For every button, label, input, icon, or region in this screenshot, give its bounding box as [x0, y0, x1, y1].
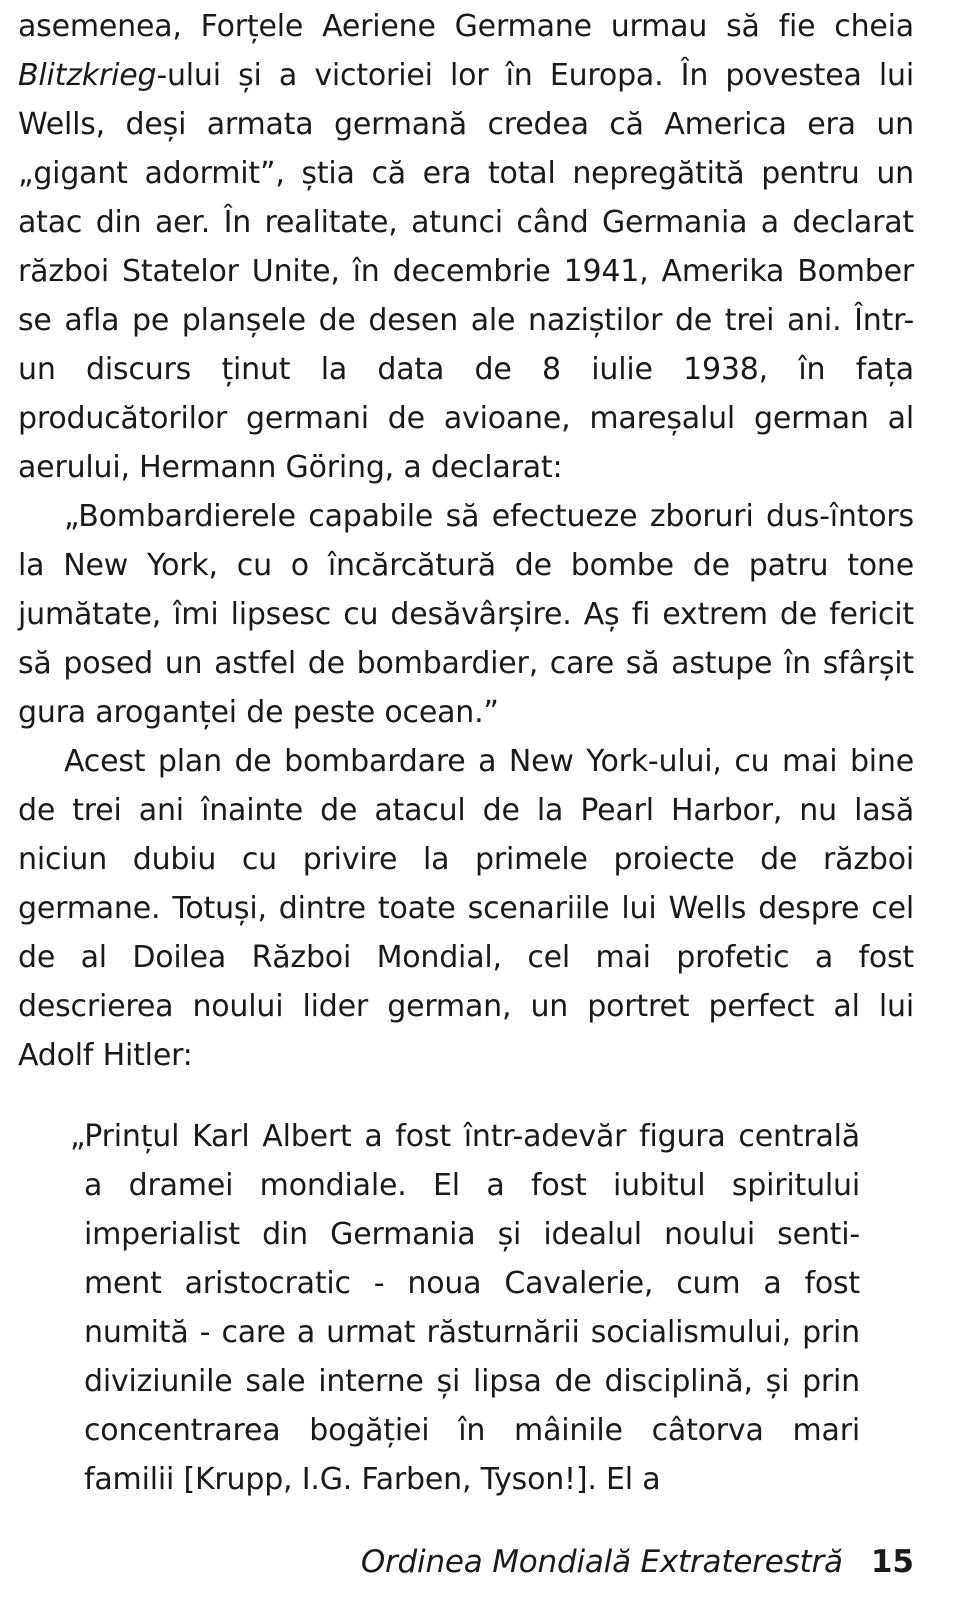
paragraph-3: Acest plan de bombardare a New York-ului, cu mai bine de trei ani înainte de atacul de la Pearl Harbor, nu lasă niciun dubiu cu privire la primele proiecte de război germane. Totuși, dintre toate scenariile lui Wells despre cel de al Doilea Război Mondial, cel mai profetic a fost descrierea noului lider german, un portret perfect al lui Adolf Hitler:: [18, 744, 914, 1073]
paragraph-1-rest: -ului și a victoriei lor în Europa. În povestea lui Wells, deși armata germană credea că America era un „gigant adormit”, știa că era total nepregătită pentru un atac din aer. În realitate, atunci când Germania a declarat război Statelor Unite, în decembrie 1941, Amerika Bomber se afla pe planșele de desen ale naziștilor de trei ani. Într-un discurs ținut la data de 8 iulie 1938, în fața producătorilor germani de avioane, mareșalul german al aerului, Hermann Göring, a declarat:: [18, 58, 914, 485]
paragraph-2-goring-quote: „Bombardierele capabile să efectueze zboruri dus-întors la New York, cu o încărcătură de bombe de patru tone jumătate, îmi lipsesc cu desăvârșire. Aș fi extrem de fericit să posed un astfel de bombardier, care să astupe în sfârșit gura aroganței de peste ocean.”: [18, 499, 914, 730]
block-quote-text: „Prințul Karl Albert a fost într-adevăr figura centrală a dramei mondiale. El a fost iubitul spiritului imperialist din Germania și idealul noului senti-ment aristocratic - noua Cavalerie, cum a fost numită - care a urmat răsturnării socialismului, prin diviziunile sale interne și lipsa de disciplină, și prin concentrarea bogăției în mâinile câtorva mari familii [Krupp, I.G. Farben, Tyson!]. El a: [70, 1119, 860, 1497]
paragraph-1: [18, 2, 914, 492]
page-number: 15: [870, 1544, 914, 1580]
italic-term: Blitzkrieg: [18, 58, 157, 93]
main-text: [18, 2, 914, 1080]
page-footer: [361, 1544, 914, 1590]
paragraph-1-start: asemenea, Forțele Aeriene Germane urmau să fie cheia: [18, 9, 914, 44]
running-title: Ordinea Mondială Extraterestră: [360, 1544, 843, 1580]
block-quote: [70, 1112, 860, 1504]
